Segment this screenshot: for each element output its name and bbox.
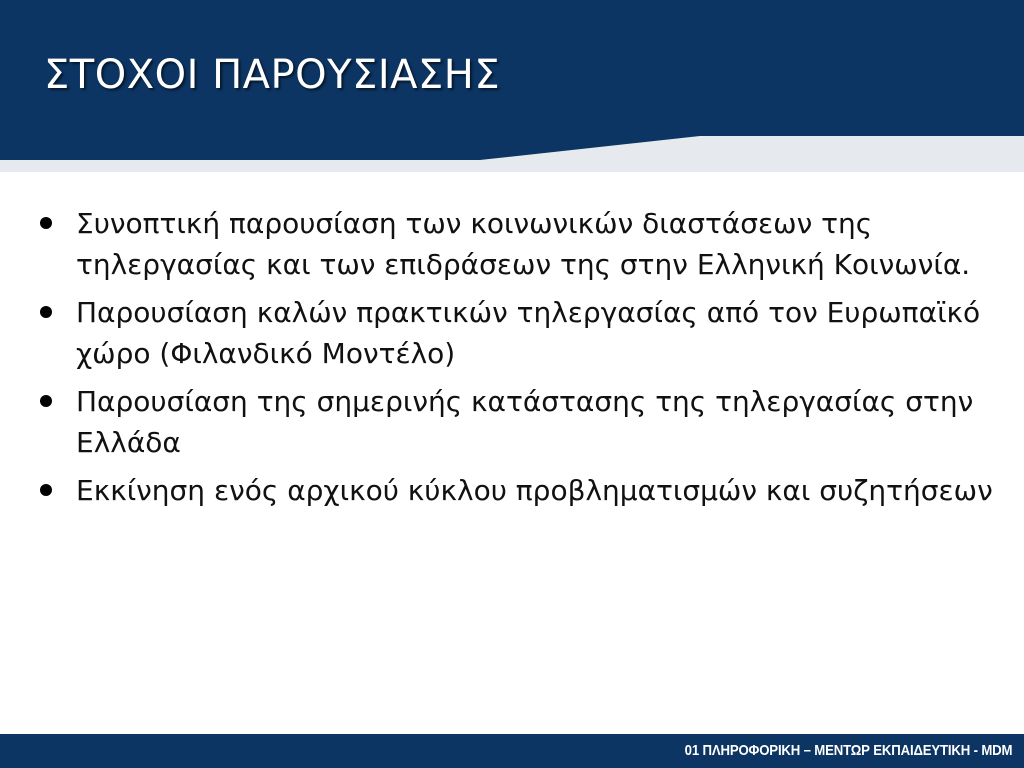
bullet-item <box>36 470 996 511</box>
bullet-dot-icon <box>40 484 52 496</box>
bullet-item <box>36 292 996 374</box>
bullet-item <box>36 381 996 463</box>
bullet-text: Εκκίνηση ενός αρχικού κύκλου προβληματισμών και συζητήσεων <box>76 474 993 507</box>
slide-footer <box>0 734 1024 768</box>
bullet-text: Παρουσίαση της σημερινής κατάστασης της τηλεργασίας στην Ελλάδα <box>76 385 974 459</box>
bullet-dot-icon <box>40 395 52 407</box>
bullet-dot-icon <box>40 217 52 229</box>
slide-title: ΣΤΟΧΟΙ ΠΑΡΟΥΣΙΑΣΗΣ <box>44 52 501 98</box>
footer-text: 01 ΠΛΗΡΟΦΟΡΙΚΗ – ΜΕΝΤΩΡ ΕΚΠΑΙΔΕΥΤΙΚΗ - MDM <box>684 742 1012 759</box>
slide-header <box>0 0 1024 172</box>
bullet-item <box>36 203 996 285</box>
bullet-list <box>36 203 996 518</box>
bullet-text: Συνοπτική παρουσίαση των κοινωνικών διαστάσεων της τηλεργασίας και των επιδράσεων της στην Ελληνική Κοινωνία. <box>76 207 971 281</box>
bullet-text: Παρουσίαση καλών πρακτικών τηλεργασίας από τον Ευρωπαϊκό χώρο (Φιλανδικό Μοντέλο) <box>76 296 981 370</box>
bullet-dot-icon <box>40 306 52 318</box>
